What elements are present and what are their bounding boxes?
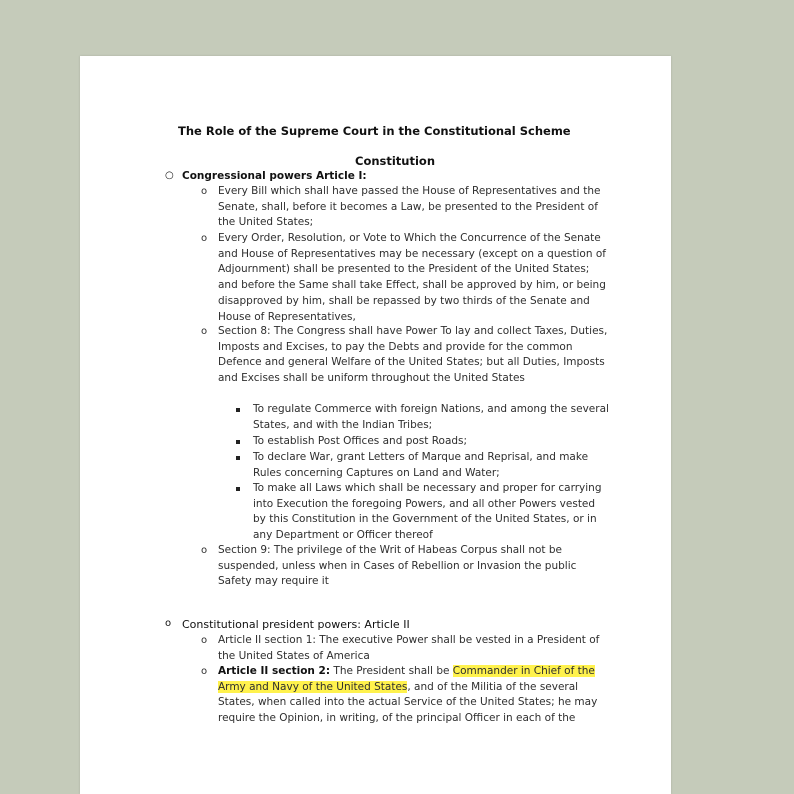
square-bullet-icon xyxy=(236,440,240,444)
sub-list-item-text: To make all Laws which shall be necessary and proper for carrying into Execution the foregoing Powers, and all other Powers vested by this Constitution in the Government of the United States, or in any Department or Officer thereof xyxy=(253,482,602,542)
sub-list-item xyxy=(253,450,611,481)
circle-bullet-icon: o xyxy=(201,326,208,337)
article2-heading-text: Constitutional president powers: Article II xyxy=(182,618,410,631)
circle-bullet-icon: o xyxy=(201,545,208,556)
sub-list-item-text: To establish Post Offices and post Roads; xyxy=(253,435,468,447)
section-heading: Constitution xyxy=(355,154,436,168)
circle-bullet-icon: o xyxy=(201,666,208,677)
circle-bullet-icon: o xyxy=(201,233,208,244)
list-item-text: Every Order, Resolution, or Vote to Which the Concurrence of the Senate and House of Representatives may be necessary (except on a question of Adjournment) shall be presented to the President of the United States; and before the Same shall take Effect, shall be approved by him, or being disapproved by him, shall be repassed by two thirds of the Senate and House of Representatives, xyxy=(218,232,606,323)
list-item xyxy=(201,324,608,387)
highlighted-text: Commander in Chief of the Army and Navy of the United States xyxy=(218,665,595,693)
section2-after: , and of the Militia of the several States, when called into the actual Service of the United States; he may require the Opinion, in writing, of the principal Officer in each of the xyxy=(218,680,598,725)
list-item xyxy=(201,664,608,727)
sub-list-item-text: To regulate Commerce with foreign Nations, and among the several States, and with the Indian Tribes; xyxy=(253,403,609,431)
article2-heading xyxy=(165,618,410,631)
sub-list-item xyxy=(253,434,611,450)
square-bullet-icon xyxy=(236,408,240,412)
list-item xyxy=(201,231,608,325)
article1-heading xyxy=(165,170,367,182)
document-page xyxy=(80,56,671,794)
section2-before: The President shall be xyxy=(330,665,453,677)
square-bullet-icon xyxy=(236,456,240,460)
circle-bullet-icon: o xyxy=(201,635,208,646)
list-item-text: Every Bill which shall have passed the House of Representatives and the Senate, shall, before it becomes a Law, be presented to the President of the United States; xyxy=(218,185,601,229)
sub-list-item xyxy=(253,481,611,544)
document-title: The Role of the Supreme Court in the Constitutional Scheme xyxy=(178,124,571,138)
square-bullet-icon xyxy=(236,487,240,491)
list-item-text: Section 9: The privilege of the Writ of Habeas Corpus shall not be suspended, unless when in Cases of Rebellion or Invasion the public Safety may require it xyxy=(218,544,577,588)
list-item xyxy=(201,543,608,590)
sub-list-item xyxy=(253,402,611,433)
circle-bullet-icon: o xyxy=(165,618,172,629)
sub-list-item-text: To declare War, grant Letters of Marque and Reprisal, and make Rules concerning Captures on Land and Water; xyxy=(253,451,589,479)
circle-bullet-icon: ○ xyxy=(165,170,174,181)
list-item-text: Section 8: The Congress shall have Power To lay and collect Taxes, Duties, Imposts and Excises, to pay the Debts and provide for the common Defence and general Welfare of the United States; but all Duties, Imposts and Excises shall be uniform throughout the United States xyxy=(218,325,608,385)
list-item-text: Article II section 1: The executive Power shall be vested in a President of the United States of America xyxy=(218,634,600,662)
article1-heading-text: Congressional powers Article I: xyxy=(182,170,367,182)
section2-label: Article II section 2: xyxy=(218,665,331,677)
circle-bullet-icon: o xyxy=(201,186,208,197)
list-item xyxy=(201,184,608,231)
list-item xyxy=(201,633,608,664)
